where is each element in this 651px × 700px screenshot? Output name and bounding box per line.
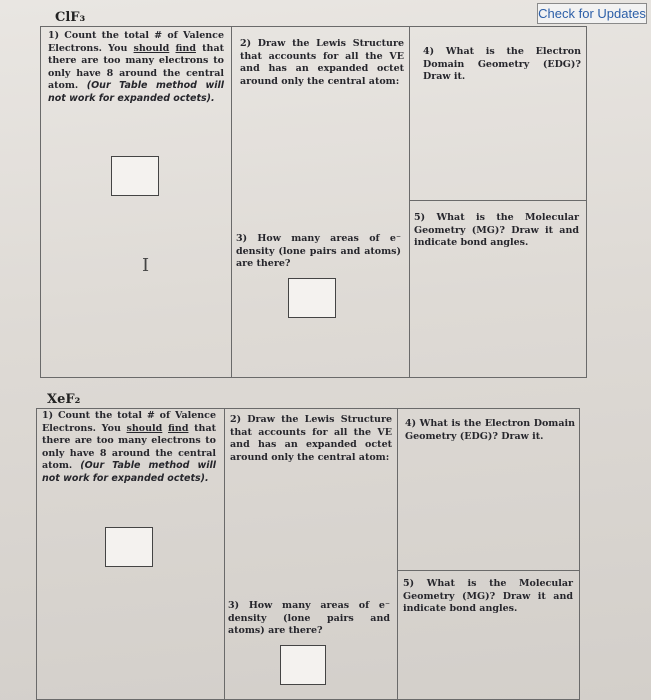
xef2-divider-3 (397, 570, 580, 571)
check-for-updates-button[interactable]: Check for Updates (537, 3, 647, 24)
clf3-question-1: 1) Count the total # of Valence Electrons. You should find that there are too many electrons to only have 8 around the central atom. (Our Table method will not work for expanded octets). (48, 30, 224, 104)
clf3-divider-3 (409, 200, 587, 201)
clf3-answer-box-3[interactable] (288, 278, 336, 318)
xef2-question-4: 4) What is the Electron Domain Geometry (EDG)? Draw it. (405, 418, 575, 442)
xef2-question-5: 5) What is the Molecular Geometry (MG)? Draw it and indicate bond angles. (403, 578, 573, 614)
clf3-question-5: 5) What is the Molecular Geometry (MG)? Draw it and indicate bond angles. (414, 212, 579, 248)
xef2-question-2: 2) Draw the Lewis Structure that accounts for all the VE and has an expanded octet around only the central atom: (230, 414, 392, 463)
clf3-question-4: 4) What is the Electron Domain Geometry (EDG)? Draw it. (423, 46, 581, 82)
text-cursor-icon: I (142, 255, 150, 276)
clf3-question-3: 3) How many areas of e⁻ density (lone pairs and atoms) are there? (236, 233, 401, 269)
clf3-divider-2 (409, 26, 410, 378)
clf3-answer-box-1[interactable] (111, 156, 159, 196)
xef2-divider-1 (224, 408, 225, 700)
molecule-title-clf3: ClF₃ (55, 10, 86, 25)
molecule-title-xef2: XeF₂ (47, 392, 81, 407)
clf3-divider-1 (231, 26, 232, 378)
xef2-answer-box-3[interactable] (280, 645, 326, 685)
xef2-divider-2 (397, 408, 398, 700)
xef2-question-1: 1) Count the total # of Valence Electrons. You should find that there are too many electrons to only have 8 around the central atom. (Our Table method will not work for expanded octets). (42, 410, 216, 484)
clf3-question-2: 2) Draw the Lewis Structure that accounts for all the VE and has an expanded octet around only the central atom: (240, 38, 404, 87)
xef2-answer-box-1[interactable] (105, 527, 153, 567)
xef2-question-3: 3) How many areas of e⁻ density (lone pairs and atoms) are there? (228, 600, 390, 636)
